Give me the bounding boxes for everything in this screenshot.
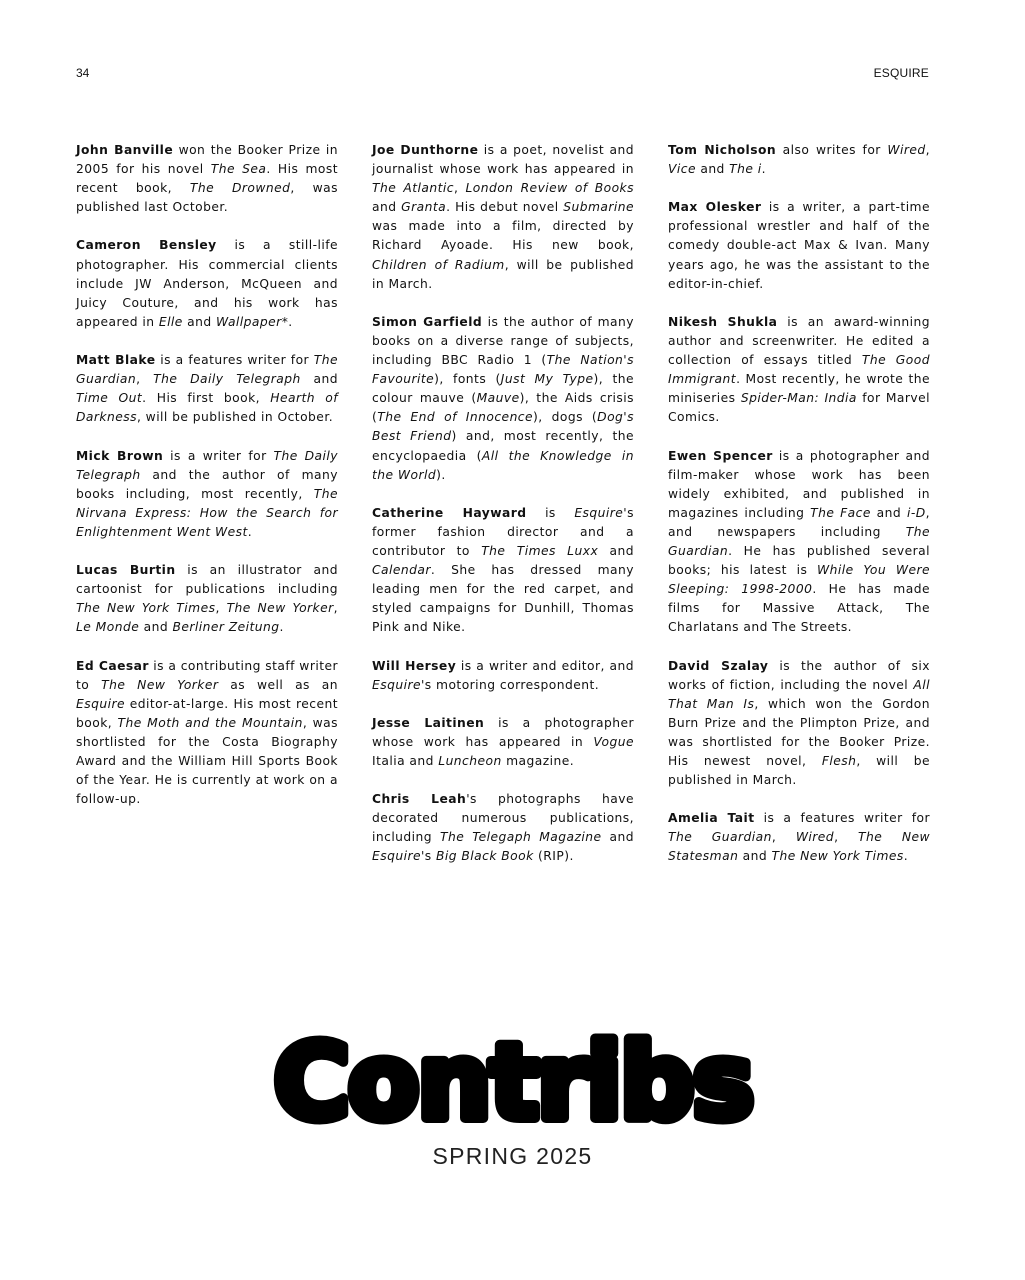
- contributor-bio: [372, 313, 634, 485]
- contributor-name: David Szalay: [668, 658, 769, 673]
- bio-text: . His most recent book,: [76, 162, 338, 196]
- bio-text: ), the colour mauve (: [372, 372, 635, 406]
- bio-text: is a still-life photographer. His commercial clients include JW Anderson, McQueen and Juicy Couture, and his work has appeared in: [76, 238, 338, 329]
- page-header: [76, 66, 929, 82]
- publication-title: Esquire: [372, 849, 421, 864]
- contributor-bio: [76, 236, 338, 331]
- publication-title: Big Black Book: [436, 849, 534, 864]
- bio-text: ,: [453, 181, 466, 196]
- contributor-bio: [372, 141, 634, 294]
- page-number: 34: [76, 66, 90, 80]
- publication-title: Time Out: [76, 391, 143, 406]
- magazine-name: ESQUIRE: [873, 66, 929, 80]
- contributor-name: Catherine Hayward: [372, 505, 527, 520]
- contributors-column-2: [372, 141, 634, 886]
- publication-title: Calendar: [372, 563, 431, 578]
- contributor-bio: [76, 351, 338, 427]
- contributors-column-1: [76, 141, 338, 828]
- bio-text: is a writer, a part-time professional wrestler and half of the comedy double-act Max & Ivan. Many years ago, he was the assistant to the editor-in-chief.: [668, 200, 930, 291]
- publication-title: The End of Innocence: [377, 410, 534, 425]
- bio-text: .: [761, 162, 766, 177]
- publication-title: i-D: [906, 505, 926, 520]
- bio-text: , which won the Gordon Burn Prize and the Plimpton Prize, and was shortlisted for the Booker Prize. His newest novel,: [668, 696, 930, 768]
- bio-text: , will be published in March.: [668, 754, 930, 788]
- publication-title: While You Were Sleeping: 1998-2000: [668, 563, 930, 597]
- bio-text: is: [526, 505, 575, 520]
- contributor-bio: [372, 714, 634, 771]
- bio-text: , was published last October.: [76, 181, 339, 215]
- bio-text: ,: [215, 601, 227, 616]
- contributor-name: Ewen Spencer: [668, 448, 773, 463]
- bio-text: and: [695, 162, 730, 177]
- bio-text: ) and, most recently, the encyclopaedia (: [372, 429, 634, 463]
- publication-title: The New Yorker: [226, 601, 334, 616]
- publication-title: All the Knowledge in the World: [372, 448, 634, 482]
- bio-text: and: [870, 505, 907, 520]
- bio-text: and the author of many books including, most recently,: [76, 467, 338, 501]
- publication-title: The Daily Telegraph: [153, 372, 301, 387]
- bio-text: is a writer for: [163, 448, 274, 463]
- publication-title: The Atlantic: [372, 181, 454, 196]
- contribs-title-graphic: [253, 1022, 773, 1152]
- bio-text: ), dogs (: [533, 410, 598, 425]
- bio-text: ,: [136, 372, 154, 387]
- contributor-bio: [668, 447, 930, 638]
- publication-title: Wired: [887, 143, 926, 157]
- contributor-name: Ed Caesar: [76, 658, 149, 673]
- bio-text: ,: [333, 601, 338, 616]
- bio-text: is a photographer and film-maker whose work has been widely exhibited, and published in magazines including: [668, 448, 930, 520]
- bio-text: ,: [925, 143, 930, 157]
- bio-text: 's photographs have decorated numerous publications, including: [372, 792, 635, 845]
- bio-text: .: [279, 620, 284, 635]
- bio-text: , will be published in October.: [136, 410, 334, 425]
- bio-text: . His first book,: [142, 391, 271, 406]
- bio-text: , and newspapers including: [668, 505, 930, 539]
- contributor-name: Cameron Bensley: [76, 238, 217, 253]
- bio-text: . His debut novel: [446, 200, 564, 215]
- bio-text: .: [288, 314, 293, 329]
- contributor-bio: [76, 141, 338, 217]
- bio-text: . Most recently, he wrote the miniseries: [668, 372, 930, 406]
- bio-text: 's motoring correspondent.: [420, 677, 600, 692]
- bio-text: .: [903, 849, 909, 864]
- publication-title: The New Statesman: [668, 830, 930, 864]
- bio-text: 's: [420, 849, 437, 864]
- publication-title: Esquire: [574, 505, 624, 520]
- bio-text: is a features writer for: [754, 811, 930, 826]
- publication-title: Esquire: [76, 696, 125, 711]
- contributor-bio: [372, 504, 634, 638]
- bio-text: and: [598, 543, 634, 558]
- publication-title: The Daily Telegraph: [76, 448, 339, 482]
- bio-text: won the Booker Prize in 2005 for his novel: [76, 143, 339, 177]
- bio-text: . She has dressed many leading men for the red carpet, and styled campaigns for Dunhill, Thomas Pink and Nike.: [372, 563, 634, 635]
- contributor-bio: [372, 790, 634, 866]
- publication-title: Spider-Man: India: [740, 391, 857, 406]
- publication-title: The Guardian: [668, 524, 930, 558]
- contributor-name: Simon Garfield: [372, 314, 483, 329]
- bio-text: , was shortlisted for the Costa Biography Award and the William Hill Sports Book of the Year. He is currently at work on a follow-up.: [76, 715, 338, 807]
- publication-title: The New York Times: [771, 849, 904, 864]
- bio-text: . He has published several books; his latest is: [668, 543, 930, 578]
- contribs-title-text: Contribs: [273, 1022, 752, 1143]
- contributor-name: Nikesh Shukla: [668, 314, 778, 329]
- bio-text: is a writer and editor, and: [456, 658, 635, 673]
- contributor-bio: [668, 657, 930, 791]
- publication-title: Just My Type: [500, 372, 594, 387]
- contributor-name: Tom Nicholson: [668, 143, 777, 157]
- contributor-bio: [76, 657, 338, 810]
- publication-title: The Guardian: [668, 830, 772, 845]
- bio-text: and: [601, 830, 634, 845]
- bio-text: magazine.: [501, 754, 575, 768]
- publication-title: Submarine: [563, 200, 635, 215]
- publication-title: Esquire: [372, 677, 421, 692]
- contributor-bio: [668, 141, 930, 179]
- contributor-name: Amelia Tait: [668, 811, 755, 826]
- bio-text: also writes for: [776, 143, 888, 157]
- bio-text: and: [738, 849, 772, 864]
- bio-text: ,: [771, 830, 796, 845]
- publication-title: Wired: [795, 830, 835, 845]
- publication-title: The Drowned: [189, 181, 291, 196]
- publication-title: The New York Times: [76, 601, 216, 616]
- contributor-bio: [76, 447, 338, 542]
- publication-title: The Guardian: [76, 353, 338, 387]
- contributor-bio: [668, 809, 930, 866]
- bio-text: . He has made films for Massive Attack, The Charlatans and The Streets.: [668, 582, 930, 635]
- contribs-title: [0, 1022, 1025, 1152]
- bio-text: as well as an: [218, 677, 339, 692]
- bio-text: ).: [436, 467, 446, 482]
- bio-text: is a poet, novelist and journalist whose work has appeared in: [372, 143, 635, 177]
- publication-title: Mauve: [476, 391, 520, 406]
- bio-text: 's former fashion director and a contributor to: [372, 505, 634, 558]
- contributor-name: John Banville: [76, 143, 174, 157]
- contributor-name: Matt Blake: [76, 353, 156, 368]
- publication-title: The New Yorker: [101, 677, 219, 692]
- publication-title: Le Monde: [76, 620, 140, 635]
- publication-title: The i: [729, 162, 762, 177]
- publication-title: London Review of Books: [465, 181, 634, 196]
- bio-text: was made into a film, directed by Richard Ayoade. His new book,: [372, 219, 634, 253]
- contributor-bio: [76, 561, 338, 637]
- publication-title: Luncheon: [438, 754, 502, 768]
- publication-title: Berliner Zeitung: [172, 620, 280, 635]
- bio-text: is a photographer whose work has appeared in: [372, 715, 634, 749]
- publication-title: The Sea: [210, 162, 267, 177]
- bio-text: (RIP).: [533, 849, 574, 864]
- bio-text: and: [372, 200, 402, 215]
- bio-text: is an award-winning author and screenwriter. He edited a collection of essays titled: [668, 314, 930, 368]
- publication-title: The Good Immigrant: [668, 353, 930, 387]
- contributor-name: Lucas Burtin: [76, 563, 176, 578]
- bio-text: is an illustrator and cartoonist for publications including: [76, 563, 338, 597]
- publication-title: Granta: [401, 200, 447, 215]
- publication-title: The Moth and the Mountain: [117, 715, 303, 730]
- contributor-name: Joe Dunthorne: [372, 143, 479, 157]
- contributor-bio: [668, 198, 930, 293]
- bio-text: ), fonts (: [434, 372, 501, 387]
- publication-title: Hearth of Darkness: [76, 391, 338, 425]
- publication-title: The Times Luxx: [481, 543, 599, 558]
- bio-text: editor-at-large. His most recent book,: [76, 696, 338, 730]
- bio-text: is a features writer for: [155, 353, 314, 368]
- publication-title: Elle: [158, 314, 183, 329]
- publication-title: Flesh: [821, 754, 857, 768]
- contributor-name: Chris Leah: [372, 792, 467, 807]
- bio-text: ,: [834, 830, 859, 845]
- publication-title: Vice: [668, 162, 696, 177]
- contributor-name: Mick Brown: [76, 448, 164, 463]
- contributor-name: Will Hersey: [372, 658, 457, 673]
- publication-title: The Telegaph Magazine: [440, 830, 602, 845]
- bio-text: and: [300, 372, 339, 387]
- publication-title: Wallpaper*: [216, 314, 289, 329]
- bio-text: is the author of six works of fiction, including the novel: [668, 658, 930, 692]
- contributor-name: Jesse Laitinen: [372, 715, 485, 730]
- publication-title: Dog's Best Friend: [372, 410, 634, 444]
- bio-text: for Marvel Comics.: [668, 391, 931, 425]
- bio-text: ), the Aids crisis (: [372, 391, 634, 425]
- contributor-bio: [372, 657, 634, 695]
- publication-title: The Nation's Favourite: [372, 353, 634, 387]
- contributor-name: Max Olesker: [668, 200, 762, 215]
- bio-text: is a contributing staff writer to: [76, 658, 338, 692]
- bio-text: is the author of many books on a diverse range of subjects, including BBC Radio 1 (: [372, 314, 634, 368]
- issue-label: SPRING 2025: [432, 1143, 593, 1169]
- bio-text: and: [182, 314, 217, 329]
- bio-text: and: [139, 620, 173, 635]
- contributor-bio: [668, 313, 930, 428]
- publication-title: All That Man Is: [668, 677, 930, 711]
- contributors-column-3: [668, 141, 930, 886]
- publication-title: Children of Radium: [372, 257, 505, 272]
- publication-title: The Nirvana Express: How the Search for Enlightenment Went West: [76, 486, 338, 539]
- bio-text: .: [247, 524, 253, 539]
- bio-text: , will be published in March.: [372, 257, 634, 291]
- bio-text: Italia and: [372, 754, 439, 768]
- publication-title: The Face: [810, 505, 871, 520]
- publication-title: Vogue: [593, 734, 634, 749]
